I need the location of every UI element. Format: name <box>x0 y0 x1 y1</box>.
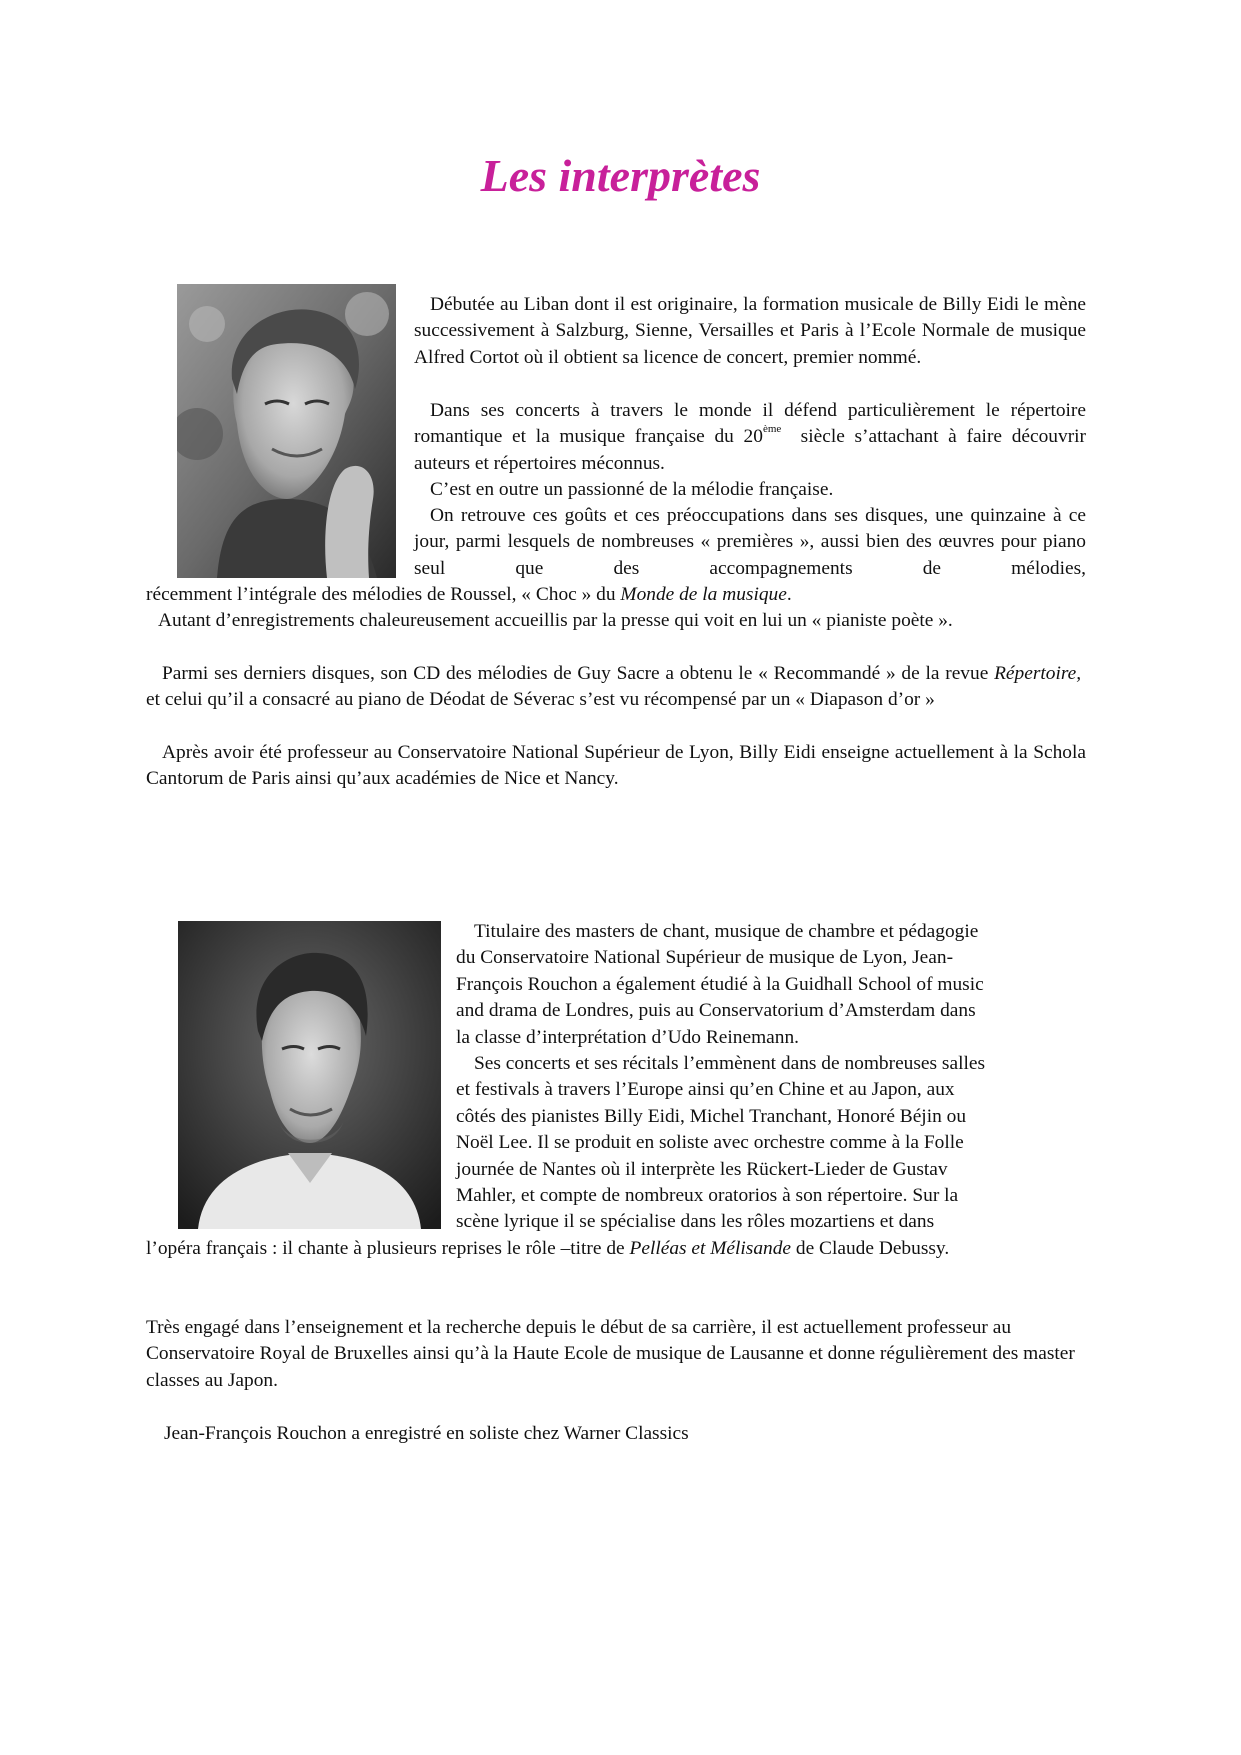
bio-rouchon-p5 <box>146 1421 1096 1447</box>
bio-rouchon-p1 <box>456 919 1096 1051</box>
portrait-photo-billy-eidi <box>177 284 396 578</box>
bio2-line-3: François Rouchon a également étudié à la Guidhall School of music <box>456 973 984 995</box>
bio1-text-4c: . <box>786 584 792 605</box>
bio-rouchon-p2 <box>456 1051 1096 1236</box>
bio1-text-6b: et celui qu’il a consacré au piano de Déodat de Séverac s’est vu récompensé par un « Diapason d’or » <box>146 689 935 711</box>
bio2-line-6: Ses concerts et ses récitals l’emmènent dans de nombreuses salles <box>474 1053 986 1074</box>
bio1-text-2sup: ème <box>762 423 782 436</box>
bio2-line-8: côtés des pianistes Billy Eidi, Michel Tranchant, Honoré Béjin ou <box>456 1105 967 1127</box>
bio2-line-10: journée de Nantes où il interprète les Rückert-Lieder de Gustav <box>456 1158 948 1180</box>
bio1-text-2b: siècle s’attachant à faire découvrir auteurs et répertoires méconnus. <box>414 426 1086 474</box>
bio-billy-eidi-p5 <box>146 608 1086 634</box>
bio1-text-7: Après avoir été professeur au Conservatoire National Supérieur de Lyon, Billy Eidi enseigne actuellement à la Schola Cantorum de Paris ainsi qu’aux académies de Nice et Nancy. <box>146 742 1086 790</box>
bio-billy-eidi-p7 <box>146 740 1086 793</box>
bio1-text-4a: On retrouve ces goûts et ces préoccupations dans ses disques, une quinzaine à ce jour, parmi lesquels de nombreuses « premières », aussi bien des œuvres pour piano seul que des accompagnements de mélodies, <box>414 505 1086 579</box>
bio2-line-11: Mahler, et compte de nombreux oratorios à son répertoire. Sur la <box>456 1185 959 1207</box>
bio1-text-4b: récemment l’intégrale des mélodies de Roussel, « Choc » du <box>146 584 621 605</box>
bio1-text-2a: Dans ses concerts à travers le monde il défend particulièrement le répertoire romantique et la musique française du 20 <box>414 400 1086 448</box>
bio2-text-5: Jean-François Rouchon a enregistré en soliste chez Warner Classics <box>164 1423 689 1444</box>
bio-billy-eidi-p6 <box>146 661 1086 714</box>
bio1-text-6a: Parmi ses derniers disques, son CD des mélodies de Guy Sacre a obtenu le « Recommandé » de la revue <box>162 663 995 684</box>
bio-billy-eidi-p1 <box>414 292 1086 371</box>
bio2-line-1: Titulaire des masters de chant, musique de chambre et pédagogie <box>474 921 979 942</box>
bio-billy-eidi-p4 <box>414 503 1086 582</box>
bio2-text-3a: l’opéra français : il chante à plusieurs reprises le rôle –titre de <box>146 1238 630 1259</box>
bio-billy-eidi-p2 <box>414 398 1086 477</box>
bio-billy-eidi-p4-end <box>146 582 1086 608</box>
bio2-text-4: Très engagé dans l’enseignement et la recherche depuis le début de sa carrière, il est actuellement professeur au Conservatoire Royal de Bruxelles ainsi qu’à la Haute Ecole de musique de Lausanne et donne régulièrement des master classes au Japon. <box>146 1317 1075 1391</box>
bio1-text-4i: Monde de la musique <box>620 584 787 605</box>
bio1-text-5: Autant d’enregistrements chaleureusement accueillis par la presse qui voit en lui un « pianiste poète ». <box>158 610 953 631</box>
bio2-line-2: du Conservatoire National Supérieur de musique de Lyon, Jean- <box>456 947 954 969</box>
bio1-text-6i: Répertoire, <box>994 663 1082 684</box>
bio2-line-9: Noël Lee. Il se produit en soliste avec orchestre comme à la Folle <box>456 1132 964 1154</box>
bio2-line-12: scène lyrique il se spécialise dans les rôles mozartiens et dans <box>456 1211 935 1233</box>
bio2-text-3b: de Claude Debussy. <box>791 1238 950 1259</box>
bio-rouchon-p3 <box>146 1236 1016 1262</box>
bio1-text-1: Débutée au Liban dont il est originaire, la formation musicale de Billy Eidi le mène successivement à Salzburg, Sienne, Versailles et Paris à l’Ecole Normale de musique Alfred Cortot où il obtient sa licence de concert, premier nommé. <box>414 294 1086 368</box>
portrait-photo-jean-francois-rouchon <box>178 921 441 1229</box>
bio-billy-eidi-p3 <box>414 477 1086 503</box>
bio2-line-7: et festivals à travers l’Europe ainsi qu’en Chine et au Japon, aux <box>456 1079 955 1101</box>
bio2-line-4: and drama de Londres, puis au Conservatorium d’Amsterdam dans <box>456 1000 976 1022</box>
bio-rouchon-p4 <box>146 1315 1096 1394</box>
bio1-text-3: C’est en outre un passionné de la mélodie française. <box>430 479 834 500</box>
page-title: Les interprètes <box>480 150 761 201</box>
bio2-line-5: la classe d’interprétation d’Udo Reinemann. <box>456 1026 799 1048</box>
bio2-text-3i: Pelléas et Mélisande <box>629 1238 792 1259</box>
